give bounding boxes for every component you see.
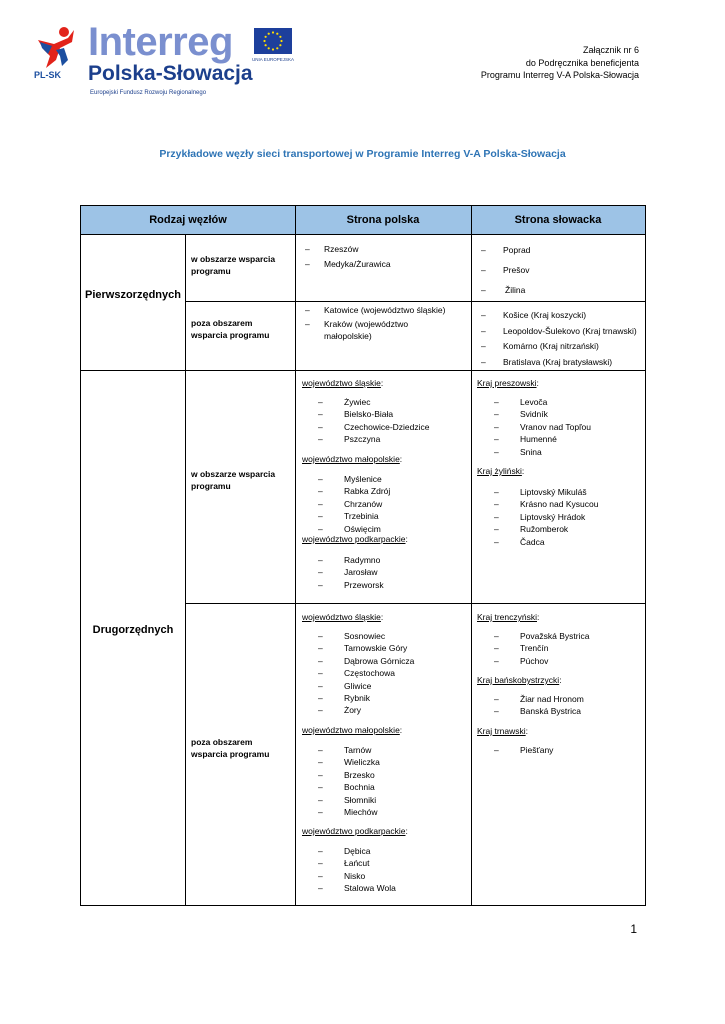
list-item: – Rabka Zdrój	[318, 486, 391, 497]
primary-in-area-pl-list	[303, 243, 391, 270]
town-name: Bratislava (Kraj bratysławski)	[503, 356, 613, 367]
town-list	[318, 744, 380, 818]
primary-in-area-sk-list	[479, 244, 530, 297]
list-item: – Wieliczka	[318, 757, 380, 768]
list-item: – Svidník	[494, 409, 548, 420]
town-name: Sosnowiec	[344, 631, 386, 641]
list-item: – Żywiec	[318, 397, 371, 407]
column-header-node-type: Rodzaj węzłów	[149, 214, 227, 226]
list-item: – Łańcut	[318, 858, 370, 869]
subcategory-out-area	[191, 736, 291, 760]
town-name: Piešťany	[520, 745, 554, 755]
town-list	[494, 396, 591, 458]
town-name: Humenné	[520, 434, 557, 445]
town-name: Liptovský Mikuláš	[520, 487, 587, 497]
town-name: Krásno nad Kysucou	[520, 499, 599, 510]
plsk-label: PL-SK	[34, 70, 61, 80]
region-label: województwo podkarpackie:	[302, 534, 408, 544]
list-item: – Stalowa Wola	[318, 883, 396, 894]
town-name: Svidník	[520, 409, 548, 420]
region-label: Kraj preszowski:	[477, 378, 539, 388]
list-item: – Katowice (województwo śląskie)	[305, 305, 446, 315]
table-column-divider	[471, 206, 472, 905]
town-name: Żory	[344, 705, 361, 716]
list-item: – Sosnowiec	[318, 631, 386, 641]
subcategory-in-area	[191, 253, 291, 277]
list-item: – Jarosław	[318, 567, 378, 578]
town-name: Košice (Kraj koszycki)	[503, 310, 587, 320]
subcategory-label-line: programu	[191, 266, 231, 276]
table-column-divider	[295, 206, 296, 905]
town-name: Częstochowa	[344, 668, 396, 679]
list-item: – Żory	[318, 705, 361, 716]
list-item: – Czechowice-Dziedzice	[318, 421, 430, 432]
town-name: Žiar nad Hronom	[520, 694, 584, 704]
list-item: – Trenčín	[494, 643, 549, 654]
town-list	[318, 630, 414, 717]
table-row-divider	[81, 370, 645, 371]
subcategory-label-line: wsparcia programu	[191, 330, 270, 340]
town-name: Bochnia	[344, 782, 375, 793]
town-name: Katowice (województwo śląskie)	[324, 305, 446, 315]
list-item: – Leopoldov-Šulekovo (Kraj trnawski)	[481, 325, 637, 336]
page-number: 1	[630, 922, 637, 936]
list-item: – Liptovský Hrádok	[494, 511, 586, 522]
list-item: – Rybnik	[318, 693, 370, 704]
list-item: – Žilina	[481, 285, 526, 295]
town-name: Chrzanów	[344, 498, 383, 509]
town-name: Czechowice-Dziedzice	[344, 421, 430, 432]
town-name: małopolskie)	[324, 331, 372, 341]
list-item: – Liptovský Mikuláš	[494, 487, 587, 497]
attachment-note	[481, 44, 639, 82]
list-item: – Krásno nad Kysucou	[494, 499, 599, 510]
region-label: województwo śląskie:	[302, 612, 384, 622]
region-label: Kraj trnawski:	[477, 726, 529, 736]
list-item-continuation	[303, 330, 445, 343]
list-item: – Bielsko-Biała	[318, 409, 394, 420]
attachment-line: Załącznik nr 6	[582, 45, 639, 55]
town-name: Žilina	[505, 285, 526, 295]
town-name: Banská Bystrica	[520, 706, 581, 717]
document-title: Przykładowe węzły sieci transportowej w Programie Interreg V-A Polska-Słowacja	[159, 148, 566, 160]
town-list	[318, 845, 396, 895]
table-row-divider	[185, 301, 645, 302]
table-row-divider	[81, 234, 645, 235]
list-item: – Medyka/Żurawica	[305, 258, 391, 269]
list-item: – Gliwice	[318, 680, 372, 691]
town-name: Słomniki	[344, 794, 377, 805]
town-name: Trenčín	[520, 643, 549, 654]
list-item: – Chrzanów	[318, 498, 383, 509]
list-item: – Nisko	[318, 870, 366, 881]
list-item: – Vranov nad Topľou	[494, 421, 592, 432]
list-item: – Levoča	[494, 397, 548, 407]
region-label: Kraj żyliński:	[477, 466, 525, 476]
town-name: Nisko	[344, 870, 366, 881]
list-item: – Žiar nad Hronom	[494, 694, 584, 704]
town-name: Pszczyna	[344, 434, 381, 445]
town-list	[494, 630, 589, 667]
list-item: – Brzesko	[318, 769, 375, 780]
town-name: Łańcut	[344, 858, 370, 869]
town-name: Komárno (Kraj nitrzański)	[503, 341, 599, 351]
plsk-figure-icon	[34, 26, 80, 70]
list-item: – Częstochowa	[318, 668, 396, 679]
town-name: Brzesko	[344, 769, 375, 780]
town-name: Dąbrowa Górnicza	[344, 655, 415, 666]
fund-name: Europejski Fundusz Rozwoju Regionalnego	[90, 90, 207, 96]
town-name: Považská Bystrica	[520, 631, 590, 641]
town-list	[494, 693, 584, 718]
list-item: – Rzeszów	[305, 244, 359, 254]
category-secondary: Drugorzędnych	[92, 624, 174, 636]
town-name: Ružomberok	[520, 524, 569, 535]
town-name: Przeworsk	[344, 579, 384, 590]
town-name: Snina	[520, 446, 542, 457]
town-name: Dębica	[344, 846, 371, 856]
subcategory-label-line: poza obszarem	[191, 318, 253, 328]
town-name: Jarosław	[344, 567, 378, 578]
list-item: – Pszczyna	[318, 434, 381, 445]
subcategory-label-line: wsparcia programu	[191, 749, 270, 759]
list-item: – Púchov	[494, 655, 549, 666]
brand-name: Interreg	[88, 20, 233, 64]
list-item: – Myślenice	[318, 474, 382, 484]
town-name: Trzebinia	[344, 511, 379, 522]
list-item: – Dąbrowa Górnicza	[318, 655, 415, 666]
region-label: województwo małopolskie:	[302, 725, 403, 735]
town-name: Miechów	[344, 807, 378, 818]
region-label: województwo małopolskie:	[302, 454, 403, 464]
subcategory-in-area	[191, 468, 291, 492]
town-name: Medyka/Żurawica	[324, 258, 391, 269]
primary-out-area-pl-list	[303, 304, 445, 343]
list-item: – Ružomberok	[494, 524, 569, 535]
list-item: – Piešťany	[494, 745, 554, 755]
list-item: – Oświęcim	[318, 523, 381, 534]
list-item: – Kraków (województwo	[305, 318, 409, 329]
region-label: Kraj trenczyński:	[477, 612, 540, 622]
list-item: – Bratislava (Kraj bratysławski)	[481, 356, 613, 367]
interreg-logo	[28, 22, 298, 102]
subcategory-label-line: w obszarze wsparcia	[191, 254, 276, 264]
town-name: Levoča	[520, 397, 548, 407]
list-item: – Snina	[494, 446, 542, 457]
region-label: Kraj bańskobystrzycki:	[477, 675, 562, 685]
town-name: Kraków (województwo	[324, 318, 409, 329]
subcategory-label-line: w obszarze wsparcia	[191, 469, 276, 479]
list-item: – Komárno (Kraj nitrzański)	[481, 341, 599, 351]
town-name: Púchov	[520, 655, 549, 666]
list-item: – Trzebinia	[318, 511, 379, 522]
list-item: – Považská Bystrica	[494, 631, 590, 641]
town-name: Poprad	[503, 245, 531, 255]
list-item: – Bochnia	[318, 782, 375, 793]
town-name: Tarnów	[344, 745, 372, 755]
list-item: – Tarnowskie Góry	[318, 643, 408, 654]
list-item: – Słomniki	[318, 794, 377, 805]
town-list	[318, 396, 430, 446]
region-label: województwo śląskie:	[302, 378, 384, 388]
town-name: Gliwice	[344, 680, 372, 691]
town-name: Čadca	[520, 536, 545, 547]
town-name: Vranov nad Topľou	[520, 421, 592, 432]
attachment-line: Programu Interreg V-A Polska-Słowacja	[480, 70, 639, 80]
subcategory-label-line: poza obszarem	[191, 737, 253, 747]
table-column-divider	[185, 234, 186, 905]
transport-nodes-table	[80, 205, 646, 906]
list-item: – Tarnów	[318, 745, 372, 755]
town-name: Stalowa Wola	[344, 883, 396, 894]
attachment-line: do Podręcznika beneficjenta	[525, 57, 639, 68]
table-row-divider	[185, 603, 645, 604]
subcategory-out-area	[191, 317, 291, 341]
town-name: Oświęcim	[344, 523, 381, 534]
town-name: Rzeszów	[324, 244, 359, 254]
town-name: Żywiec	[344, 397, 371, 407]
town-name: Prešov	[503, 264, 530, 275]
eu-flag-icon	[254, 28, 292, 54]
list-item: – Banská Bystrica	[494, 706, 581, 717]
list-item: – Radymno	[318, 555, 381, 565]
eu-label: UNIA EUROPEJSKA	[252, 57, 295, 62]
town-name: Leopoldov-Šulekovo (Kraj trnawski)	[503, 325, 637, 336]
list-item: – Miechów	[318, 807, 378, 818]
list-item: – Prešov	[481, 264, 530, 275]
list-item: – Przeworsk	[318, 579, 384, 590]
town-list	[318, 473, 390, 535]
town-list	[318, 554, 384, 591]
town-name: Radymno	[344, 555, 381, 565]
list-item: – Čadca	[494, 536, 545, 547]
subcategory-label-line: programu	[191, 481, 231, 491]
region-label: województwo podkarpackie:	[302, 826, 408, 836]
town-list	[494, 486, 598, 548]
town-name: Myślenice	[344, 474, 382, 484]
column-header-slovak-side: Strona słowacka	[514, 214, 602, 226]
town-name: Wieliczka	[344, 757, 380, 768]
program-name: Polska-Słowacja	[88, 62, 253, 85]
list-item: – Poprad	[481, 245, 531, 255]
town-name: Liptovský Hrádok	[520, 511, 586, 522]
town-name: Rabka Zdrój	[344, 486, 391, 497]
list-item: – Humenné	[494, 434, 557, 445]
primary-out-area-sk-list	[479, 309, 637, 368]
list-item: – Košice (Kraj koszycki)	[481, 310, 587, 320]
town-list	[494, 744, 553, 756]
town-name: Bielsko-Biała	[344, 409, 394, 420]
town-name: Tarnowskie Góry	[344, 643, 408, 654]
town-name: Rybnik	[344, 693, 370, 704]
category-primary: Pierwszorzędnych	[85, 289, 181, 301]
list-item: – Dębica	[318, 846, 371, 856]
column-header-polish-side: Strona polska	[346, 214, 420, 226]
